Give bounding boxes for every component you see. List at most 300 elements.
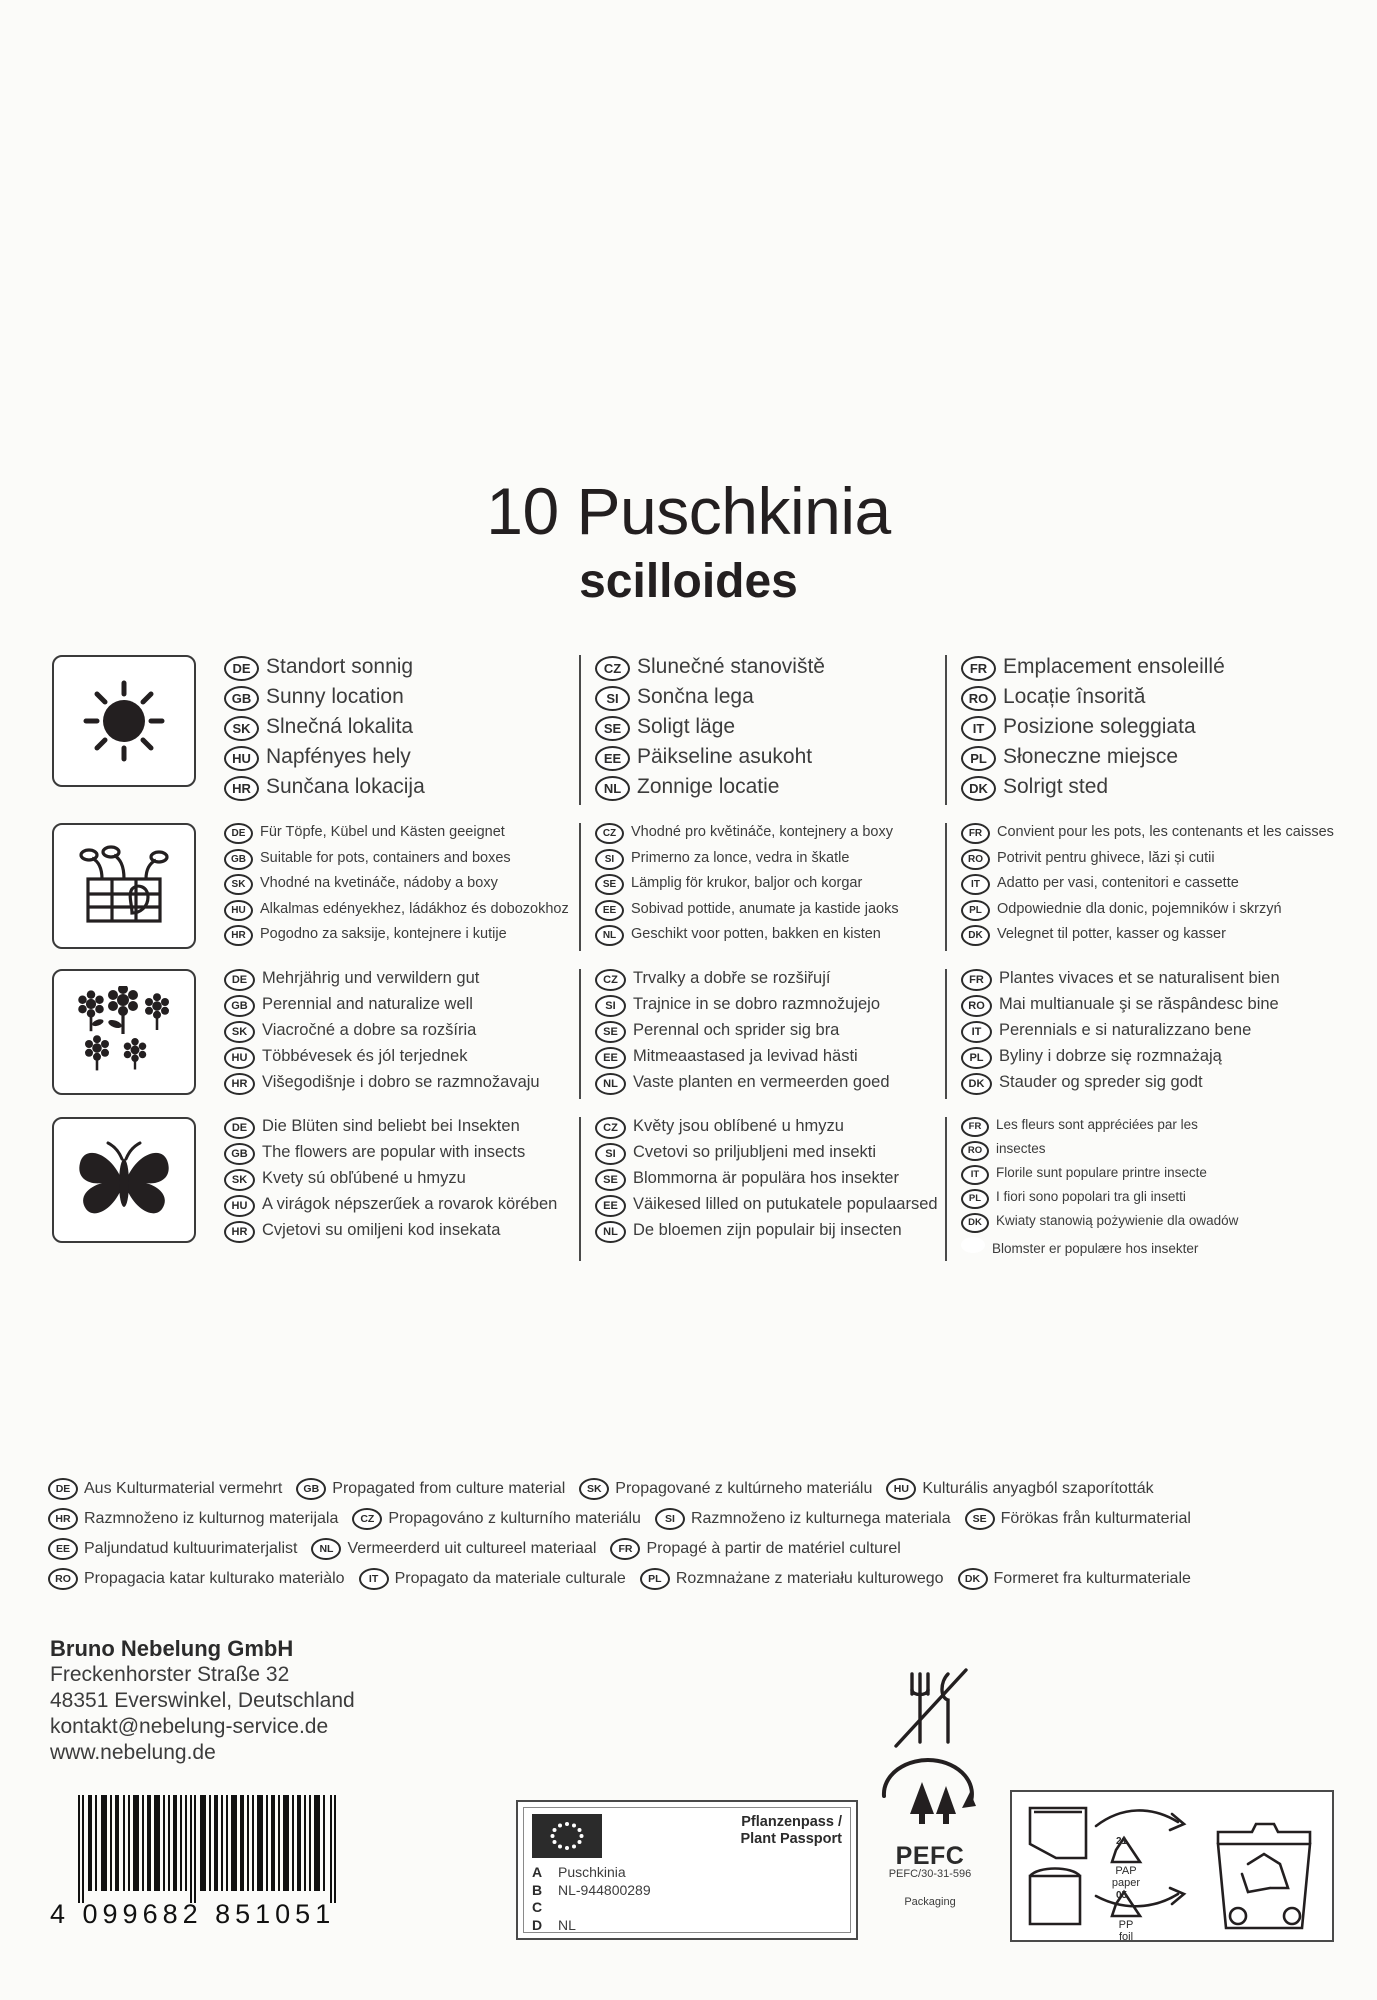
propagation-item bbox=[886, 1478, 1153, 1500]
lang-text: Emplacement ensoleillé bbox=[1003, 655, 1225, 678]
lang-text: Potrivit pentru ghivece, lăzi și cutii bbox=[997, 849, 1215, 866]
lang-column-3 bbox=[945, 823, 1337, 951]
lang-item bbox=[961, 1021, 1337, 1043]
barcode-bars bbox=[78, 1795, 340, 1903]
lang-badge: SI bbox=[655, 1508, 685, 1530]
lang-item bbox=[224, 900, 579, 921]
feature-languages bbox=[210, 969, 1337, 1099]
lang-item bbox=[595, 1169, 945, 1191]
plant-passport bbox=[516, 1800, 858, 1940]
lang-item bbox=[224, 1021, 579, 1043]
lang-badge: DE bbox=[224, 823, 253, 844]
lang-text: Kulturális anyagból szaporították bbox=[922, 1480, 1154, 1497]
lang-badge: DK bbox=[961, 925, 990, 946]
lang-text: Förökas från kulturmaterial bbox=[1000, 1510, 1191, 1527]
lang-text: Florile sunt populare printre insecte bbox=[996, 1165, 1207, 1180]
lang-badge: DE bbox=[224, 656, 259, 681]
lang-badge: HU bbox=[224, 1195, 255, 1217]
lang-item bbox=[224, 1073, 579, 1095]
lang-text: Solrigt sted bbox=[1003, 775, 1109, 798]
lang-item bbox=[224, 745, 579, 771]
lang-badge: HU bbox=[224, 900, 253, 921]
lang-item bbox=[961, 685, 1337, 711]
lang-text: Alkalmas edényekhez, ládákhoz és dobozokhoz bbox=[260, 900, 569, 917]
lang-item bbox=[595, 745, 945, 771]
lang-text: Plantes vivaces et se naturalisent bien bbox=[999, 968, 1280, 987]
propagation-item bbox=[48, 1478, 282, 1500]
lang-text: Standort sonnig bbox=[266, 655, 414, 678]
lang-badge: DE bbox=[224, 969, 255, 991]
product-title: 10 Puschkinia bbox=[486, 474, 891, 548]
lang-badge: HR bbox=[224, 1221, 255, 1243]
lang-badge: EE bbox=[48, 1538, 78, 1560]
lang-item bbox=[961, 1047, 1337, 1069]
lang-text: Für Töpfe, Kübel und Kästen geeignet bbox=[260, 824, 505, 840]
lang-text: Vhodné pro květináče, kontejnery a boxy bbox=[631, 824, 893, 840]
lang-text: The flowers are popular with insects bbox=[262, 1142, 526, 1161]
page-title bbox=[0, 474, 1377, 608]
lang-badge: PL bbox=[961, 1189, 989, 1209]
lang-text: Primerno za lonce, vedra in škatle bbox=[631, 849, 850, 866]
lang-badge: SK bbox=[224, 716, 259, 741]
lang-badge: HU bbox=[224, 1047, 255, 1069]
lang-badge: IT bbox=[359, 1568, 389, 1590]
feature-row-sunny-location bbox=[52, 655, 1337, 805]
barcode bbox=[50, 1795, 340, 1930]
lang-badge: DK bbox=[961, 776, 996, 801]
lang-item bbox=[961, 1237, 1337, 1257]
lang-column-3 bbox=[945, 969, 1337, 1099]
lang-badge: GB bbox=[224, 1143, 255, 1165]
lang-text: Kwiaty stanowią pożywienie dla owadów bbox=[996, 1213, 1239, 1228]
lang-badge: EE bbox=[595, 900, 624, 921]
pp-value: NL-944800289 bbox=[558, 1881, 651, 1898]
feature-table bbox=[52, 655, 1337, 1279]
lang-item bbox=[224, 925, 579, 946]
lang-badge: HU bbox=[886, 1478, 916, 1500]
propagation-item bbox=[958, 1568, 1191, 1590]
lang-text: Geschikt voor potten, bakken en kisten bbox=[631, 926, 881, 942]
lang-item bbox=[961, 849, 1337, 870]
propagation-item bbox=[965, 1508, 1191, 1530]
pp-key: C bbox=[532, 1899, 543, 1915]
lang-badge: GB bbox=[224, 849, 253, 870]
lang-badge: DK bbox=[958, 1568, 988, 1590]
pp-key: A bbox=[532, 1864, 543, 1880]
lang-text: Többévesek és jól terjednek bbox=[262, 1046, 468, 1065]
propagation-block bbox=[48, 1478, 1338, 1598]
foil-code-number: 05 bbox=[1116, 1890, 1128, 1901]
lang-text: Mehrjährig und verwildern gut bbox=[262, 968, 480, 987]
lang-badge: RO bbox=[961, 995, 992, 1017]
lang-column-2 bbox=[579, 823, 945, 951]
lang-badge: GB bbox=[224, 686, 259, 711]
lang-text: Vhodné na kvetináče, nádoby a boxy bbox=[260, 875, 498, 891]
lang-item bbox=[961, 1073, 1337, 1095]
lang-item bbox=[224, 849, 579, 870]
lang-badge: FR bbox=[961, 1117, 989, 1137]
plant-passport-row bbox=[532, 1882, 844, 1900]
lang-item bbox=[595, 1073, 945, 1095]
lang-text: Pogodno za saksije, kontejnere i kutije bbox=[260, 926, 507, 942]
propagation-item bbox=[311, 1538, 596, 1560]
lang-column-1 bbox=[210, 655, 579, 805]
lang-item bbox=[961, 715, 1337, 741]
lang-text: Posizione soleggiata bbox=[1003, 715, 1196, 738]
lang-badge: HU bbox=[224, 746, 259, 771]
plant-passport-row bbox=[532, 1864, 844, 1882]
lang-item bbox=[961, 775, 1337, 801]
lang-text: Lämplig för krukor, baljor och korgar bbox=[631, 875, 863, 891]
lang-text: Blommorna är populära hos insekter bbox=[633, 1168, 899, 1187]
propagation-item bbox=[359, 1568, 626, 1590]
propagation-item bbox=[655, 1508, 951, 1530]
lang-column-1 bbox=[210, 823, 579, 951]
lang-item bbox=[595, 995, 945, 1017]
lang-text: Sončna lega bbox=[637, 685, 754, 708]
lang-column-2 bbox=[579, 655, 945, 805]
lang-badge: SE bbox=[595, 874, 624, 895]
lang-text: Formeret fra kulturmateriale bbox=[993, 1570, 1191, 1587]
lang-item bbox=[224, 1221, 579, 1243]
barcode-number: 4 099682 851051 bbox=[50, 1899, 336, 1929]
lang-text: A virágok népszerűek a rovarok körében bbox=[262, 1194, 558, 1213]
lang-item bbox=[595, 685, 945, 711]
lang-text: Propagované z kultúrneho materiálu bbox=[615, 1480, 873, 1497]
lang-badge bbox=[961, 1237, 985, 1253]
plant-passport-row bbox=[532, 1899, 844, 1917]
lang-item bbox=[595, 1143, 945, 1165]
lang-badge: EE bbox=[595, 746, 630, 771]
lang-text: Słoneczne miejsce bbox=[1003, 745, 1179, 768]
feature-languages bbox=[210, 655, 1337, 805]
lang-badge: NL bbox=[595, 1221, 626, 1243]
lang-item bbox=[224, 1195, 579, 1217]
lang-text: Květy jsou oblíbené u hmyzu bbox=[633, 1116, 844, 1135]
lang-badge: HR bbox=[224, 925, 253, 946]
lang-text: Cvjetovi su omiljeni kod insekata bbox=[262, 1220, 501, 1239]
propagation-line bbox=[48, 1568, 1338, 1590]
lang-item bbox=[595, 1195, 945, 1217]
lang-item bbox=[595, 849, 945, 870]
lang-item bbox=[595, 900, 945, 921]
recycling-panel bbox=[1010, 1790, 1334, 1942]
lang-column-3 bbox=[945, 1117, 1337, 1261]
lang-item bbox=[595, 874, 945, 895]
lang-badge: CZ bbox=[595, 1117, 626, 1139]
lang-item bbox=[961, 1165, 1337, 1185]
lang-item bbox=[595, 775, 945, 801]
lang-text: Locație însorită bbox=[1003, 685, 1146, 708]
plant-passport-title bbox=[740, 1814, 842, 1848]
lang-item bbox=[961, 745, 1337, 771]
feature-languages bbox=[210, 1117, 1337, 1261]
lang-item bbox=[961, 1213, 1337, 1233]
lang-item bbox=[595, 1221, 945, 1243]
lang-badge: DE bbox=[48, 1478, 78, 1500]
lang-item bbox=[595, 655, 945, 681]
lang-text: Propagacia katar kulturako materiàlo bbox=[84, 1570, 345, 1587]
lang-item bbox=[595, 1047, 945, 1069]
lang-text: Razmnoženo iz kulturnega materiala bbox=[690, 1510, 951, 1527]
lang-item bbox=[224, 1047, 579, 1069]
eu-flag-icon bbox=[532, 1814, 602, 1858]
lang-text: Aus Kulturmaterial vermehrt bbox=[84, 1480, 283, 1497]
lang-badge: PL bbox=[961, 900, 990, 921]
lang-text: Byliny i dobrze się rozmnażają bbox=[999, 1046, 1222, 1065]
lang-item bbox=[595, 925, 945, 946]
lang-text: Cvetovi so priljubljeni med insekti bbox=[633, 1142, 877, 1161]
lang-item bbox=[224, 1169, 579, 1191]
lang-item bbox=[224, 874, 579, 895]
planter-box-icon bbox=[72, 839, 176, 933]
lang-badge: SK bbox=[224, 1169, 255, 1191]
lang-text: Viacročné a dobre sa rozšíria bbox=[262, 1020, 477, 1039]
lang-text: I fiori sono popolari tra gli insetti bbox=[996, 1189, 1186, 1204]
lang-column-1 bbox=[210, 969, 579, 1099]
lang-text: Trvalky a dobře se rozšiřují bbox=[633, 968, 831, 987]
lang-badge: NL bbox=[595, 776, 630, 801]
plant-passport-title-de: Pflanzenpass / bbox=[741, 1814, 842, 1830]
company-name: Bruno Nebelung GmbH bbox=[50, 1636, 294, 1661]
lang-badge: SE bbox=[965, 1508, 995, 1530]
lang-text: Slnečná lokalita bbox=[266, 715, 414, 738]
lang-badge: GB bbox=[224, 995, 255, 1017]
company-website: www.nebelung.de bbox=[50, 1741, 216, 1764]
lang-badge: IT bbox=[961, 1165, 989, 1185]
lang-item bbox=[224, 969, 579, 991]
lang-column-1 bbox=[210, 1117, 579, 1261]
feature-row-suitable-for-pots bbox=[52, 823, 1337, 951]
lang-text: Propagato da materiale culturale bbox=[394, 1570, 626, 1587]
lang-badge: DE bbox=[224, 1117, 255, 1139]
lang-text: Perennal och sprider sig bra bbox=[633, 1020, 840, 1039]
lang-item bbox=[961, 969, 1337, 991]
lang-item bbox=[961, 925, 1337, 946]
lang-text: Slunečné stanoviště bbox=[637, 655, 825, 678]
lang-text: Vaste planten en vermeerden goed bbox=[633, 1072, 890, 1091]
pefc-code: PEFC/30-31-596 bbox=[888, 1868, 972, 1880]
company-email: kontakt@nebelung-service.de bbox=[50, 1715, 329, 1738]
company-city: 48351 Everswinkel, Deutschland bbox=[50, 1689, 355, 1712]
lang-badge: PL bbox=[961, 1047, 992, 1069]
lang-badge: NL bbox=[595, 1073, 626, 1095]
butterfly-icon bbox=[72, 1137, 176, 1223]
lang-text: insectes bbox=[996, 1141, 1046, 1156]
sun-icon-box bbox=[52, 655, 196, 787]
company-address bbox=[50, 1636, 355, 1766]
lang-text: Paljundatud kultuurimaterjalist bbox=[84, 1540, 298, 1557]
lang-badge: DK bbox=[961, 1213, 989, 1233]
company-street: Freckenhorster Straße 32 bbox=[50, 1663, 290, 1686]
lang-badge: RO bbox=[961, 1141, 989, 1161]
lang-text: Sobivad pottide, anumate ja kastide jaoks bbox=[631, 900, 899, 917]
lang-text: Blomster er populære hos insekter bbox=[992, 1240, 1199, 1256]
lang-item bbox=[961, 1141, 1337, 1161]
plant-passport-title-en: Plant Passport bbox=[740, 1831, 842, 1847]
lang-item bbox=[961, 655, 1337, 681]
lang-text: Adatto per vasi, contenitori e cassette bbox=[997, 875, 1239, 891]
lang-badge: IT bbox=[961, 1021, 992, 1043]
lang-text: Die Blüten sind beliebt bei Insekten bbox=[262, 1116, 520, 1135]
pp-key: B bbox=[532, 1881, 543, 1898]
lang-badge: PL bbox=[961, 746, 996, 771]
lang-badge: SI bbox=[595, 686, 630, 711]
lang-badge: HR bbox=[224, 776, 259, 801]
lang-badge: CZ bbox=[595, 969, 626, 991]
propagation-item bbox=[48, 1508, 338, 1530]
butterfly-icon-box bbox=[52, 1117, 196, 1243]
feature-row-perennial bbox=[52, 969, 1337, 1099]
lang-badge: RO bbox=[48, 1568, 78, 1590]
lang-item bbox=[595, 1021, 945, 1043]
lang-item bbox=[961, 1117, 1337, 1137]
lang-text: Velegnet til potter, kasser og kasser bbox=[997, 926, 1226, 942]
lang-text: Napfényes hely bbox=[266, 745, 411, 768]
lang-text: Sunčana lokacija bbox=[266, 775, 425, 798]
lang-text: Vermeerderd uit cultureel materiaal bbox=[347, 1540, 597, 1557]
lang-text: Suitable for pots, containers and boxes bbox=[260, 849, 511, 866]
lang-badge: NL bbox=[311, 1538, 341, 1560]
lang-badge: RO bbox=[961, 849, 990, 870]
propagation-line bbox=[48, 1508, 1338, 1530]
propagation-item bbox=[640, 1568, 944, 1590]
lang-badge: SI bbox=[595, 995, 626, 1017]
lang-item bbox=[224, 655, 579, 681]
lang-badge: HR bbox=[48, 1508, 78, 1530]
lang-text: Perennials e si naturalizzano bene bbox=[999, 1020, 1252, 1039]
lang-text: Les fleurs sont appréciées par les bbox=[996, 1117, 1198, 1132]
lang-badge: EE bbox=[595, 1195, 626, 1217]
propagation-line bbox=[48, 1538, 1338, 1560]
lang-item bbox=[595, 823, 945, 844]
lang-badge: IT bbox=[961, 874, 990, 895]
lang-badge: SE bbox=[595, 1021, 626, 1043]
lang-badge: SK bbox=[579, 1478, 609, 1500]
propagation-item bbox=[48, 1568, 345, 1590]
foil-code-sublabel: foil bbox=[1118, 1931, 1134, 1943]
lang-badge: FR bbox=[961, 656, 996, 681]
pp-key: D bbox=[532, 1916, 543, 1933]
pp-value: NL bbox=[558, 1916, 576, 1933]
lang-badge: SE bbox=[595, 716, 630, 741]
lang-item bbox=[224, 823, 579, 844]
lang-text: Perennial and naturalize well bbox=[262, 994, 473, 1013]
lang-item bbox=[224, 715, 579, 741]
lang-badge: FR bbox=[610, 1538, 640, 1560]
lang-text: Soligt läge bbox=[637, 715, 736, 738]
lang-badge: CZ bbox=[595, 823, 624, 844]
lang-badge: GB bbox=[296, 1478, 326, 1500]
propagation-item bbox=[352, 1508, 641, 1530]
lang-text: Propagováno z kulturního materiálu bbox=[388, 1510, 641, 1527]
lang-item bbox=[224, 995, 579, 1017]
lang-badge: SE bbox=[595, 1169, 626, 1191]
lang-column-3 bbox=[945, 655, 1337, 805]
lang-item bbox=[595, 1117, 945, 1139]
propagation-item bbox=[610, 1538, 900, 1560]
planter-box-icon-box bbox=[52, 823, 196, 949]
lang-item bbox=[961, 874, 1337, 895]
plant-passport-row bbox=[532, 1917, 844, 1935]
lang-item bbox=[224, 775, 579, 801]
lang-badge: FR bbox=[961, 969, 992, 991]
lang-badge: CZ bbox=[352, 1508, 382, 1530]
feature-languages bbox=[210, 823, 1337, 951]
propagation-item bbox=[48, 1538, 297, 1560]
lang-badge: SK bbox=[224, 1021, 255, 1043]
lang-badge: IT bbox=[961, 716, 996, 741]
paper-code-sublabel: paper bbox=[1111, 1877, 1141, 1889]
flowers-spread-icon bbox=[71, 986, 177, 1078]
lang-text: Razmnoženo iz kulturnog materijala bbox=[84, 1510, 339, 1527]
pp-value: Puschkinia bbox=[558, 1864, 626, 1880]
propagation-line bbox=[48, 1478, 1338, 1500]
lang-text: Stauder og spreder sig godt bbox=[999, 1072, 1203, 1091]
lang-text: Odpowiednie dla donic, pojemników i skrzyń bbox=[997, 900, 1282, 917]
pefc-caption: Packaging bbox=[904, 1896, 956, 1908]
lang-text: Päikseline asukoht bbox=[637, 745, 813, 768]
lang-text: Mitmeaastased ja levivad hästi bbox=[633, 1046, 858, 1065]
lang-badge: CZ bbox=[595, 656, 630, 681]
lang-badge: SK bbox=[224, 874, 253, 895]
feature-row-insects bbox=[52, 1117, 1337, 1261]
lang-badge: NL bbox=[595, 925, 624, 946]
product-species: scilloides bbox=[579, 555, 798, 608]
lang-text: Mai multianuale şi se răspândesc bine bbox=[999, 994, 1279, 1013]
lang-item bbox=[595, 715, 945, 741]
pefc-name: PEFC bbox=[895, 1842, 965, 1870]
paper-code-label: PAP bbox=[1115, 1865, 1137, 1877]
lang-column-2 bbox=[579, 969, 945, 1099]
pefc-block bbox=[874, 1660, 986, 1930]
lang-badge: SI bbox=[595, 1143, 626, 1165]
lang-text: Propagated from culture material bbox=[332, 1480, 566, 1497]
lang-badge: DK bbox=[961, 1073, 992, 1095]
lang-item bbox=[961, 1189, 1337, 1209]
lang-text: Väikesed lilled on putukatele populaarsed bbox=[633, 1194, 938, 1213]
lang-text: Kvety sú obľúbené u hmyzu bbox=[262, 1168, 466, 1187]
lang-badge: EE bbox=[595, 1047, 626, 1069]
lang-item bbox=[961, 823, 1337, 844]
lang-item bbox=[961, 900, 1337, 921]
lang-column-2 bbox=[579, 1117, 945, 1261]
lang-badge: RO bbox=[961, 686, 996, 711]
lang-text: Propagé à partir de matériel culturel bbox=[646, 1540, 901, 1557]
lang-item bbox=[595, 969, 945, 991]
flowers-spread-icon-box bbox=[52, 969, 196, 1095]
lang-text: Višegodišnje i dobro se razmnožavaju bbox=[262, 1072, 540, 1091]
lang-item bbox=[224, 685, 579, 711]
paper-code-number: 21 bbox=[1116, 1836, 1128, 1847]
sun-icon bbox=[76, 673, 172, 769]
lang-item bbox=[224, 1143, 579, 1165]
plant-passport-rows bbox=[532, 1864, 844, 1934]
lang-text: Trajnice in se dobro razmnožujejo bbox=[633, 994, 881, 1013]
lang-badge: HR bbox=[224, 1073, 255, 1095]
lang-text: Convient pour les pots, les contenants et les caisses bbox=[997, 824, 1334, 840]
lang-badge: PL bbox=[640, 1568, 670, 1590]
lang-item bbox=[224, 1117, 579, 1139]
propagation-item bbox=[296, 1478, 565, 1500]
lang-text: De bloemen zijn populair bij insecten bbox=[633, 1220, 902, 1239]
lang-text: Zonnige locatie bbox=[637, 775, 780, 798]
lang-item bbox=[961, 995, 1337, 1017]
lang-text: Rozmnażane z materiału kulturowego bbox=[675, 1570, 944, 1587]
propagation-item bbox=[579, 1478, 872, 1500]
lang-badge: SI bbox=[595, 849, 624, 870]
plant-passport-inner bbox=[523, 1807, 851, 1933]
